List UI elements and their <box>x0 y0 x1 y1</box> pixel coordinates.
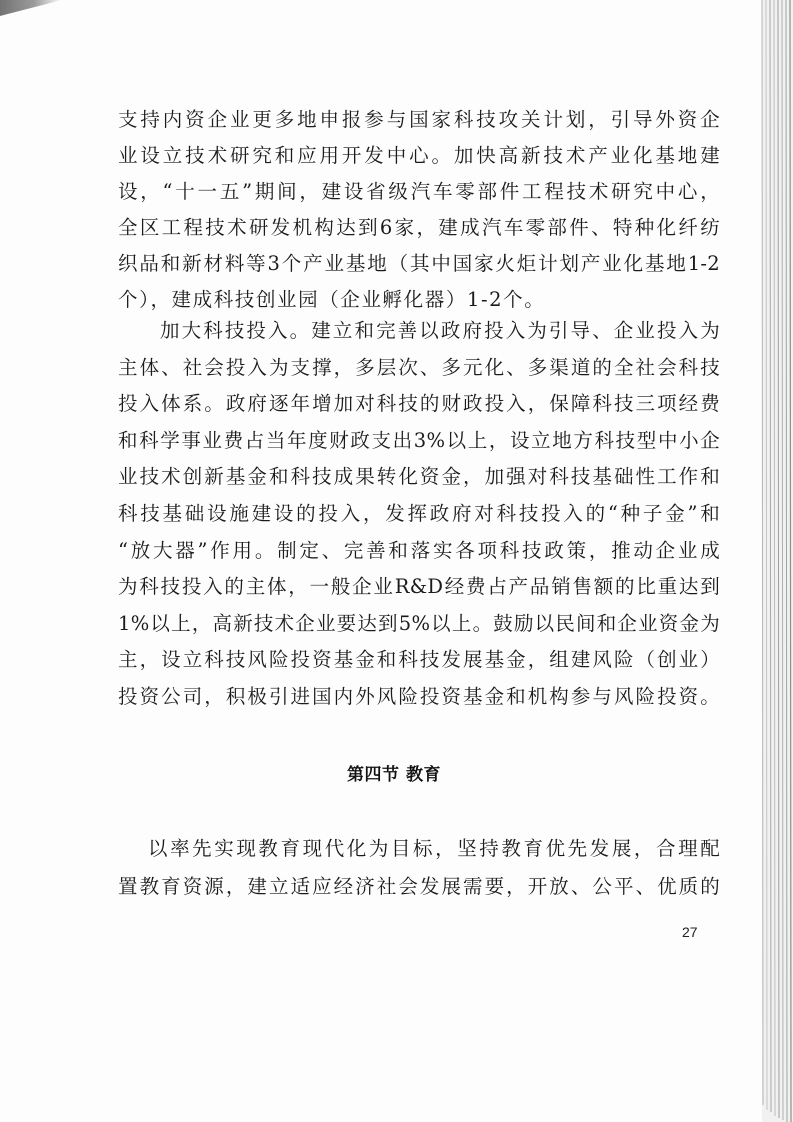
paragraph-tech-centers <box>118 102 720 318</box>
page-number: 27 <box>682 924 698 940</box>
text-line: 科技基础设施建设的投入，发挥政府对科技投入的“种子金”和 <box>118 501 720 525</box>
text-line: 加大科技投入。建立和完善以政府投入为引导、企业投入为 <box>160 319 720 342</box>
text-line: 织品和新材料等3个产业基地（其中国家火炬计划产业化基地1-2 <box>118 252 720 275</box>
text-line: 置教育资源，建立适应经济社会发展需要，开放、公平、优质的 <box>118 875 720 898</box>
text-line: 设，“十一五”期间，建设省级汽车零部件工程技术研究中心， <box>118 180 720 203</box>
text-line: 业设立技术研究和应用开发中心。加快高新技术产业化基地建 <box>118 144 720 167</box>
text-line: 主体、社会投入为支撑，多层次、多元化、多渠道的全社会科技 <box>118 355 720 379</box>
section-heading: 第四节 教育 <box>347 765 441 785</box>
text-line: 投入体系。政府逐年增加对科技的财政投入，保障科技三项经费 <box>118 392 720 416</box>
text-line: 1%以上，高新技术企业要达到5%以上。鼓励以民间和企业资金为 <box>118 611 720 635</box>
text-line: 和科学事业费占当年度财政支出3%以上，设立地方科技型中小企 <box>118 428 720 452</box>
page-stack-edges <box>752 0 793 1122</box>
text-line: “放大器”作用。制定、完善和落实各项科技政策，推动企业成 <box>118 538 720 562</box>
text-line: 个），建成科技创业园（企业孵化器）1-2个。 <box>118 288 546 311</box>
text-line: 以率先实现教育现代化为目标，坚持教育优先发展，合理配 <box>148 837 720 860</box>
paragraph-education <box>118 830 720 906</box>
paragraph-tech-investment <box>118 313 720 716</box>
text-line: 投资公司，积极引进国内外风险投资基金和机构参与风险投资。 <box>118 684 720 708</box>
text-line: 支持内资企业更多地申报参与国家科技攻关计划，引导外资企 <box>118 108 720 131</box>
scan-corner-shadow <box>0 0 62 16</box>
text-line: 为科技投入的主体，一般企业R&D经费占产品销售额的比重达到 <box>118 575 720 599</box>
text-line: 业技术创新基金和科技成果转化资金，加强对科技基础性工作和 <box>118 465 720 489</box>
text-line: 全区工程技术研发机构达到6家，建成汽车零部件、特种化纤纺 <box>118 216 720 239</box>
text-line: 主，设立科技风险投资基金和科技发展基金，组建风险（创业） <box>118 648 720 672</box>
